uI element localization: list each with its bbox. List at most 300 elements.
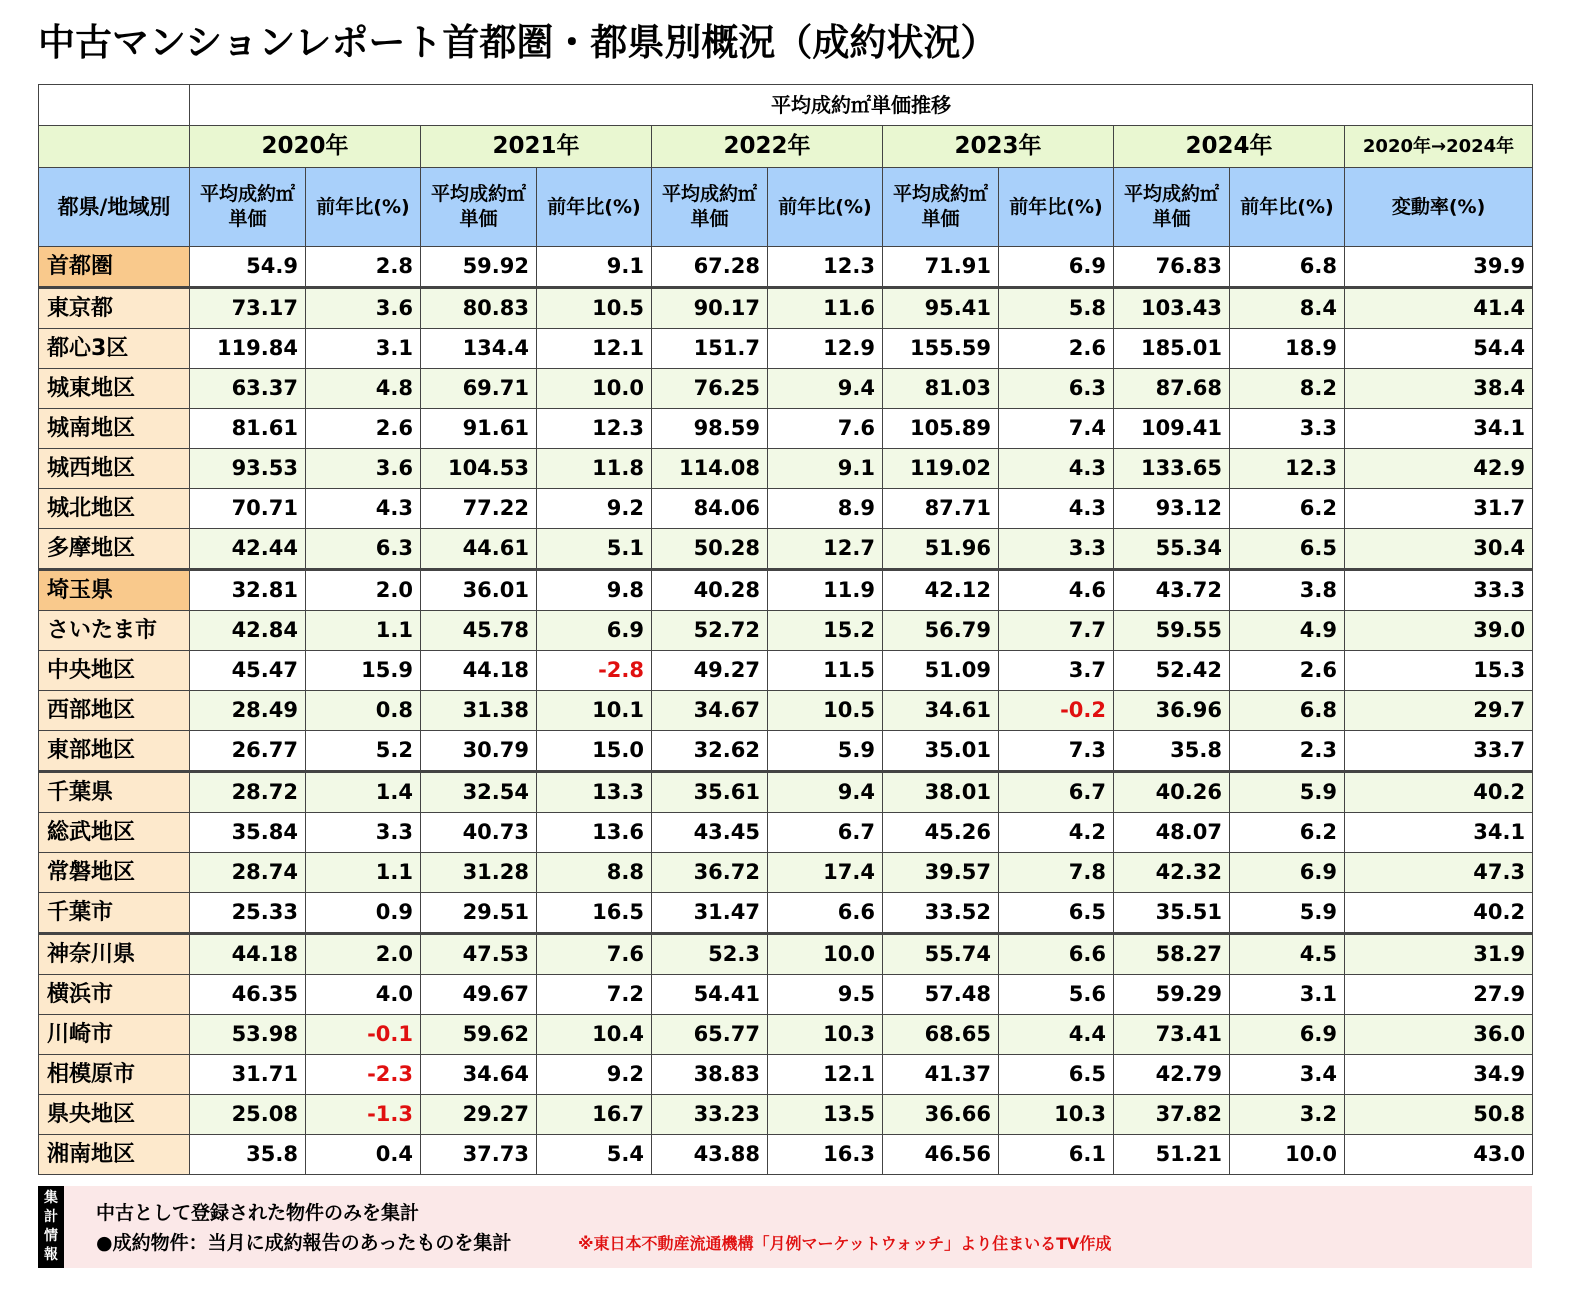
price-cell: 43.88 bbox=[652, 1135, 768, 1175]
price-column-header-4: 平均成約㎡単価 bbox=[1114, 168, 1230, 247]
price-cell: 34.67 bbox=[652, 691, 768, 731]
yoy-cell: 9.1 bbox=[768, 449, 883, 489]
price-cell: 36.96 bbox=[1114, 691, 1230, 731]
price-cell: 114.08 bbox=[652, 449, 768, 489]
price-column-header-3: 平均成約㎡単価 bbox=[883, 168, 999, 247]
region-name: 城南地区 bbox=[39, 409, 190, 449]
yoy-cell: 15.9 bbox=[306, 651, 421, 691]
region-name: 総武地区 bbox=[39, 813, 190, 853]
yoy-cell: 1.1 bbox=[306, 611, 421, 651]
region-name: 城西地区 bbox=[39, 449, 190, 489]
price-cell: 39.57 bbox=[883, 853, 999, 893]
price-cell: 105.89 bbox=[883, 409, 999, 449]
yoy-column-header-4: 前年比(%) bbox=[1230, 168, 1345, 247]
price-cell: 73.17 bbox=[190, 288, 306, 329]
price-cell: 29.27 bbox=[421, 1095, 537, 1135]
price-cell: 104.53 bbox=[421, 449, 537, 489]
price-cell: 119.02 bbox=[883, 449, 999, 489]
price-cell: 54.9 bbox=[190, 247, 306, 288]
footer-line-2: ●成約物件：当月に成約報告のあったものを集計 bbox=[96, 1232, 512, 1254]
yoy-cell: 7.8 bbox=[999, 853, 1114, 893]
price-cell: 33.52 bbox=[883, 893, 999, 934]
price-cell: 31.38 bbox=[421, 691, 537, 731]
yoy-cell: 2.0 bbox=[306, 570, 421, 611]
yoy-column-header-2: 前年比(%) bbox=[768, 168, 883, 247]
table-row bbox=[39, 893, 1533, 934]
region-name: 城北地区 bbox=[39, 489, 190, 529]
yoy-cell: 10.1 bbox=[537, 691, 652, 731]
yoy-cell: 10.0 bbox=[768, 934, 883, 975]
price-cell: 34.64 bbox=[421, 1055, 537, 1095]
change-rate-cell: 31.9 bbox=[1345, 934, 1533, 975]
table-row bbox=[39, 409, 1533, 449]
price-cell: 25.33 bbox=[190, 893, 306, 934]
price-column-header-1: 平均成約㎡単価 bbox=[421, 168, 537, 247]
yoy-cell: 16.3 bbox=[768, 1135, 883, 1175]
yoy-cell: 5.9 bbox=[1230, 772, 1345, 813]
yoy-cell: 2.6 bbox=[999, 329, 1114, 369]
footer-line-1: 中古として登録された物件のみを集計 bbox=[96, 1202, 420, 1224]
price-cell: 37.73 bbox=[421, 1135, 537, 1175]
change-rate-cell: 38.4 bbox=[1345, 369, 1533, 409]
change-rate-cell: 43.0 bbox=[1345, 1135, 1533, 1175]
price-cell: 28.72 bbox=[190, 772, 306, 813]
yoy-cell: 11.5 bbox=[768, 651, 883, 691]
yoy-cell: 6.5 bbox=[999, 893, 1114, 934]
yoy-cell: 2.0 bbox=[306, 934, 421, 975]
change-column-header: 変動率(%) bbox=[1345, 168, 1533, 247]
region-name: 湘南地区 bbox=[39, 1135, 190, 1175]
yoy-column-header-0: 前年比(%) bbox=[306, 168, 421, 247]
yoy-cell: 6.2 bbox=[1230, 489, 1345, 529]
yoy-cell: 1.1 bbox=[306, 853, 421, 893]
price-cell: 44.18 bbox=[190, 934, 306, 975]
price-cell: 109.41 bbox=[1114, 409, 1230, 449]
region-name: 千葉県 bbox=[39, 772, 190, 813]
table-row bbox=[39, 288, 1533, 329]
price-cell: 36.72 bbox=[652, 853, 768, 893]
yoy-cell: 3.4 bbox=[1230, 1055, 1345, 1095]
yoy-cell: 2.3 bbox=[1230, 731, 1345, 772]
yoy-cell: 5.8 bbox=[999, 288, 1114, 329]
yoy-cell: 4.3 bbox=[306, 489, 421, 529]
yoy-cell: 16.7 bbox=[537, 1095, 652, 1135]
yoy-cell: 3.1 bbox=[306, 329, 421, 369]
change-rate-cell: 27.9 bbox=[1345, 975, 1533, 1015]
table-row bbox=[39, 1135, 1533, 1175]
price-cell: 134.4 bbox=[421, 329, 537, 369]
yoy-cell: 10.4 bbox=[537, 1015, 652, 1055]
price-cell: 32.81 bbox=[190, 570, 306, 611]
yoy-cell: 4.3 bbox=[999, 449, 1114, 489]
change-rate-cell: 36.0 bbox=[1345, 1015, 1533, 1055]
footer-tag bbox=[38, 1186, 64, 1268]
yoy-column-header-1: 前年比(%) bbox=[537, 168, 652, 247]
yoy-cell: 6.9 bbox=[1230, 1015, 1345, 1055]
table-row bbox=[39, 247, 1533, 288]
table-row bbox=[39, 1055, 1533, 1095]
year-header-0: 2020年 bbox=[190, 126, 421, 168]
yoy-cell: 10.0 bbox=[537, 369, 652, 409]
price-cell: 77.22 bbox=[421, 489, 537, 529]
region-name: 都心3区 bbox=[39, 329, 190, 369]
price-table bbox=[38, 84, 1533, 1175]
price-cell: 59.55 bbox=[1114, 611, 1230, 651]
price-cell: 91.61 bbox=[421, 409, 537, 449]
price-cell: 51.21 bbox=[1114, 1135, 1230, 1175]
change-rate-cell: 33.3 bbox=[1345, 570, 1533, 611]
price-cell: 40.28 bbox=[652, 570, 768, 611]
region-name: 西部地区 bbox=[39, 691, 190, 731]
yoy-cell: 3.1 bbox=[1230, 975, 1345, 1015]
yoy-cell: 5.9 bbox=[768, 731, 883, 772]
price-cell: 42.79 bbox=[1114, 1055, 1230, 1095]
yoy-cell: 6.1 bbox=[999, 1135, 1114, 1175]
yoy-cell: 9.2 bbox=[537, 489, 652, 529]
yoy-cell: 7.3 bbox=[999, 731, 1114, 772]
price-cell: 28.49 bbox=[190, 691, 306, 731]
price-cell: 52.72 bbox=[652, 611, 768, 651]
price-cell: 67.28 bbox=[652, 247, 768, 288]
price-cell: 93.12 bbox=[1114, 489, 1230, 529]
table-row bbox=[39, 449, 1533, 489]
price-cell: 38.01 bbox=[883, 772, 999, 813]
price-cell: 42.44 bbox=[190, 529, 306, 570]
yoy-cell: 15.0 bbox=[537, 731, 652, 772]
yoy-cell: 5.6 bbox=[999, 975, 1114, 1015]
price-cell: 98.59 bbox=[652, 409, 768, 449]
yoy-cell: 7.6 bbox=[768, 409, 883, 449]
price-cell: 35.01 bbox=[883, 731, 999, 772]
price-cell: 45.47 bbox=[190, 651, 306, 691]
change-rate-cell: 31.7 bbox=[1345, 489, 1533, 529]
yoy-cell: 4.5 bbox=[1230, 934, 1345, 975]
yoy-cell: 0.8 bbox=[306, 691, 421, 731]
yoy-cell: 16.5 bbox=[537, 893, 652, 934]
table-row bbox=[39, 691, 1533, 731]
change-rate-cell: 34.9 bbox=[1345, 1055, 1533, 1095]
price-cell: 42.12 bbox=[883, 570, 999, 611]
table-row bbox=[39, 651, 1533, 691]
price-column-header-0: 平均成約㎡単価 bbox=[190, 168, 306, 247]
yoy-cell: 17.4 bbox=[768, 853, 883, 893]
price-cell: 47.53 bbox=[421, 934, 537, 975]
price-cell: 81.03 bbox=[883, 369, 999, 409]
price-cell: 133.65 bbox=[1114, 449, 1230, 489]
year-row-blank bbox=[39, 126, 190, 168]
yoy-cell: 12.1 bbox=[768, 1055, 883, 1095]
corner-cell bbox=[39, 85, 190, 126]
change-rate-cell: 54.4 bbox=[1345, 329, 1533, 369]
price-cell: 49.67 bbox=[421, 975, 537, 1015]
price-cell: 151.7 bbox=[652, 329, 768, 369]
change-rate-cell: 40.2 bbox=[1345, 893, 1533, 934]
yoy-cell: 9.1 bbox=[537, 247, 652, 288]
price-cell: 40.26 bbox=[1114, 772, 1230, 813]
table-row bbox=[39, 369, 1533, 409]
yoy-cell: 12.7 bbox=[768, 529, 883, 570]
yoy-cell: 12.9 bbox=[768, 329, 883, 369]
yoy-cell: 9.5 bbox=[768, 975, 883, 1015]
yoy-cell: 2.6 bbox=[306, 409, 421, 449]
price-cell: 68.65 bbox=[883, 1015, 999, 1055]
yoy-cell: 11.9 bbox=[768, 570, 883, 611]
page-title: 中古マンションレポート首都圏・都県別概況（成約状況） bbox=[38, 21, 998, 64]
yoy-cell: 5.1 bbox=[537, 529, 652, 570]
yoy-cell: 4.2 bbox=[999, 813, 1114, 853]
price-cell: 45.26 bbox=[883, 813, 999, 853]
price-cell: 56.79 bbox=[883, 611, 999, 651]
price-cell: 87.71 bbox=[883, 489, 999, 529]
price-cell: 41.37 bbox=[883, 1055, 999, 1095]
yoy-cell: 2.8 bbox=[306, 247, 421, 288]
region-name: 川崎市 bbox=[39, 1015, 190, 1055]
yoy-cell: 5.4 bbox=[537, 1135, 652, 1175]
year-header-4: 2024年 bbox=[1114, 126, 1345, 168]
footer-notes bbox=[38, 1186, 1532, 1268]
yoy-cell: 6.8 bbox=[1230, 691, 1345, 731]
yoy-cell: 3.3 bbox=[306, 813, 421, 853]
price-cell: 32.62 bbox=[652, 731, 768, 772]
yoy-column-header-3: 前年比(%) bbox=[999, 168, 1114, 247]
price-cell: 55.34 bbox=[1114, 529, 1230, 570]
yoy-cell: 6.5 bbox=[999, 1055, 1114, 1095]
table-row bbox=[39, 934, 1533, 975]
price-cell: 57.48 bbox=[883, 975, 999, 1015]
yoy-cell: 3.6 bbox=[306, 449, 421, 489]
price-cell: 52.42 bbox=[1114, 651, 1230, 691]
price-cell: 54.41 bbox=[652, 975, 768, 1015]
region-name: 中央地区 bbox=[39, 651, 190, 691]
price-cell: 25.08 bbox=[190, 1095, 306, 1135]
table-row bbox=[39, 529, 1533, 570]
price-cell: 95.41 bbox=[883, 288, 999, 329]
region-name: 県央地区 bbox=[39, 1095, 190, 1135]
yoy-cell: 12.3 bbox=[1230, 449, 1345, 489]
price-cell: 119.84 bbox=[190, 329, 306, 369]
yoy-cell: 6.8 bbox=[1230, 247, 1345, 288]
change-rate-cell: 40.2 bbox=[1345, 772, 1533, 813]
price-cell: 46.56 bbox=[883, 1135, 999, 1175]
price-cell: 42.84 bbox=[190, 611, 306, 651]
price-cell: 50.28 bbox=[652, 529, 768, 570]
yoy-cell: 13.6 bbox=[537, 813, 652, 853]
year-header-2: 2022年 bbox=[652, 126, 883, 168]
yoy-cell: -0.1 bbox=[306, 1015, 421, 1055]
price-cell: 36.01 bbox=[421, 570, 537, 611]
price-cell: 35.8 bbox=[190, 1135, 306, 1175]
yoy-cell: 6.9 bbox=[1230, 853, 1345, 893]
yoy-cell: 18.9 bbox=[1230, 329, 1345, 369]
table-row bbox=[39, 975, 1533, 1015]
table-row bbox=[39, 611, 1533, 651]
region-column-header: 都県/地域別 bbox=[39, 168, 190, 247]
price-cell: 70.71 bbox=[190, 489, 306, 529]
table-top-header: 平均成約㎡単価推移 bbox=[190, 85, 1533, 126]
price-cell: 81.61 bbox=[190, 409, 306, 449]
yoy-cell: 4.3 bbox=[999, 489, 1114, 529]
region-name: 東京都 bbox=[39, 288, 190, 329]
price-cell: 55.74 bbox=[883, 934, 999, 975]
price-cell: 35.8 bbox=[1114, 731, 1230, 772]
price-cell: 80.83 bbox=[421, 288, 537, 329]
change-rate-cell: 34.1 bbox=[1345, 409, 1533, 449]
yoy-cell: 8.2 bbox=[1230, 369, 1345, 409]
price-cell: 49.27 bbox=[652, 651, 768, 691]
table-row bbox=[39, 813, 1533, 853]
yoy-cell: 12.3 bbox=[537, 409, 652, 449]
price-cell: 28.74 bbox=[190, 853, 306, 893]
price-cell: 31.71 bbox=[190, 1055, 306, 1095]
yoy-cell: 8.9 bbox=[768, 489, 883, 529]
price-cell: 48.07 bbox=[1114, 813, 1230, 853]
price-cell: 43.45 bbox=[652, 813, 768, 853]
region-name: さいたま市 bbox=[39, 611, 190, 651]
yoy-cell: 15.2 bbox=[768, 611, 883, 651]
yoy-cell: 0.4 bbox=[306, 1135, 421, 1175]
change-rate-cell: 33.7 bbox=[1345, 731, 1533, 772]
change-rate-cell: 29.7 bbox=[1345, 691, 1533, 731]
change-rate-cell: 50.8 bbox=[1345, 1095, 1533, 1135]
price-column-header-2: 平均成約㎡単価 bbox=[652, 168, 768, 247]
yoy-cell: 6.7 bbox=[999, 772, 1114, 813]
yoy-cell: 10.5 bbox=[768, 691, 883, 731]
price-cell: 45.78 bbox=[421, 611, 537, 651]
price-cell: 65.77 bbox=[652, 1015, 768, 1055]
yoy-cell: 6.3 bbox=[306, 529, 421, 570]
price-cell: 30.79 bbox=[421, 731, 537, 772]
yoy-cell: 6.5 bbox=[1230, 529, 1345, 570]
yoy-cell: 4.6 bbox=[999, 570, 1114, 611]
yoy-cell: 6.6 bbox=[999, 934, 1114, 975]
yoy-cell: 9.2 bbox=[537, 1055, 652, 1095]
table-row bbox=[39, 853, 1533, 893]
yoy-cell: 5.2 bbox=[306, 731, 421, 772]
price-cell: 44.61 bbox=[421, 529, 537, 570]
price-cell: 58.27 bbox=[1114, 934, 1230, 975]
price-cell: 32.54 bbox=[421, 772, 537, 813]
price-cell: 103.43 bbox=[1114, 288, 1230, 329]
footer-tag-text: 集 計 情 報 bbox=[44, 1190, 58, 1263]
price-cell: 59.62 bbox=[421, 1015, 537, 1055]
yoy-cell: 7.6 bbox=[537, 934, 652, 975]
yoy-cell: 6.9 bbox=[537, 611, 652, 651]
yoy-cell: 3.2 bbox=[1230, 1095, 1345, 1135]
yoy-cell: 13.5 bbox=[768, 1095, 883, 1135]
yoy-cell: 5.9 bbox=[1230, 893, 1345, 934]
price-cell: 35.84 bbox=[190, 813, 306, 853]
yoy-cell: 13.3 bbox=[537, 772, 652, 813]
change-rate-cell: 47.3 bbox=[1345, 853, 1533, 893]
yoy-cell: 6.7 bbox=[768, 813, 883, 853]
yoy-cell: 6.3 bbox=[999, 369, 1114, 409]
yoy-cell: 3.7 bbox=[999, 651, 1114, 691]
price-cell: 59.29 bbox=[1114, 975, 1230, 1015]
price-cell: 53.98 bbox=[190, 1015, 306, 1055]
yoy-cell: 8.8 bbox=[537, 853, 652, 893]
price-cell: 63.37 bbox=[190, 369, 306, 409]
price-cell: 31.28 bbox=[421, 853, 537, 893]
yoy-cell: 3.6 bbox=[306, 288, 421, 329]
region-name: 相模原市 bbox=[39, 1055, 190, 1095]
yoy-cell: 4.9 bbox=[1230, 611, 1345, 651]
table-row bbox=[39, 731, 1533, 772]
yoy-cell: -2.3 bbox=[306, 1055, 421, 1095]
table-row bbox=[39, 570, 1533, 611]
change-rate-cell: 30.4 bbox=[1345, 529, 1533, 570]
yoy-cell: 3.3 bbox=[999, 529, 1114, 570]
price-cell: 44.18 bbox=[421, 651, 537, 691]
price-cell: 38.83 bbox=[652, 1055, 768, 1095]
yoy-cell: 0.9 bbox=[306, 893, 421, 934]
price-cell: 71.91 bbox=[883, 247, 999, 288]
yoy-cell: 4.4 bbox=[999, 1015, 1114, 1055]
region-name: 常磐地区 bbox=[39, 853, 190, 893]
price-cell: 76.83 bbox=[1114, 247, 1230, 288]
price-cell: 35.61 bbox=[652, 772, 768, 813]
yoy-cell: -1.3 bbox=[306, 1095, 421, 1135]
price-cell: 93.53 bbox=[190, 449, 306, 489]
yoy-cell: 7.7 bbox=[999, 611, 1114, 651]
region-name: 神奈川県 bbox=[39, 934, 190, 975]
price-cell: 35.51 bbox=[1114, 893, 1230, 934]
yoy-cell: 9.4 bbox=[768, 369, 883, 409]
price-cell: 51.09 bbox=[883, 651, 999, 691]
yoy-cell: 6.9 bbox=[999, 247, 1114, 288]
change-rate-cell: 39.9 bbox=[1345, 247, 1533, 288]
yoy-cell: 3.3 bbox=[1230, 409, 1345, 449]
yoy-cell: 11.8 bbox=[537, 449, 652, 489]
yoy-cell: 9.8 bbox=[537, 570, 652, 611]
price-cell: 87.68 bbox=[1114, 369, 1230, 409]
yoy-cell: 4.0 bbox=[306, 975, 421, 1015]
region-name: 多摩地区 bbox=[39, 529, 190, 570]
price-cell: 37.82 bbox=[1114, 1095, 1230, 1135]
yoy-cell: 8.4 bbox=[1230, 288, 1345, 329]
yoy-cell: 6.2 bbox=[1230, 813, 1345, 853]
change-range-header: 2020年→2024年 bbox=[1345, 126, 1533, 168]
region-name: 横浜市 bbox=[39, 975, 190, 1015]
yoy-cell: 7.4 bbox=[999, 409, 1114, 449]
yoy-cell: 1.4 bbox=[306, 772, 421, 813]
table-row bbox=[39, 772, 1533, 813]
table-row bbox=[39, 1015, 1533, 1055]
yoy-cell: 7.2 bbox=[537, 975, 652, 1015]
price-cell: 59.92 bbox=[421, 247, 537, 288]
price-cell: 42.32 bbox=[1114, 853, 1230, 893]
change-rate-cell: 15.3 bbox=[1345, 651, 1533, 691]
table-row bbox=[39, 1095, 1533, 1135]
yoy-cell: 11.6 bbox=[768, 288, 883, 329]
yoy-cell: 12.1 bbox=[537, 329, 652, 369]
price-cell: 31.47 bbox=[652, 893, 768, 934]
region-name: 埼玉県 bbox=[39, 570, 190, 611]
price-cell: 43.72 bbox=[1114, 570, 1230, 611]
table-row bbox=[39, 329, 1533, 369]
year-header-3: 2023年 bbox=[883, 126, 1114, 168]
price-cell: 76.25 bbox=[652, 369, 768, 409]
region-name: 城東地区 bbox=[39, 369, 190, 409]
yoy-cell: 10.5 bbox=[537, 288, 652, 329]
price-cell: 33.23 bbox=[652, 1095, 768, 1135]
price-cell: 69.71 bbox=[421, 369, 537, 409]
yoy-cell: 3.8 bbox=[1230, 570, 1345, 611]
price-cell: 52.3 bbox=[652, 934, 768, 975]
year-header-1: 2021年 bbox=[421, 126, 652, 168]
change-rate-cell: 39.0 bbox=[1345, 611, 1533, 651]
price-cell: 185.01 bbox=[1114, 329, 1230, 369]
price-cell: 40.73 bbox=[421, 813, 537, 853]
